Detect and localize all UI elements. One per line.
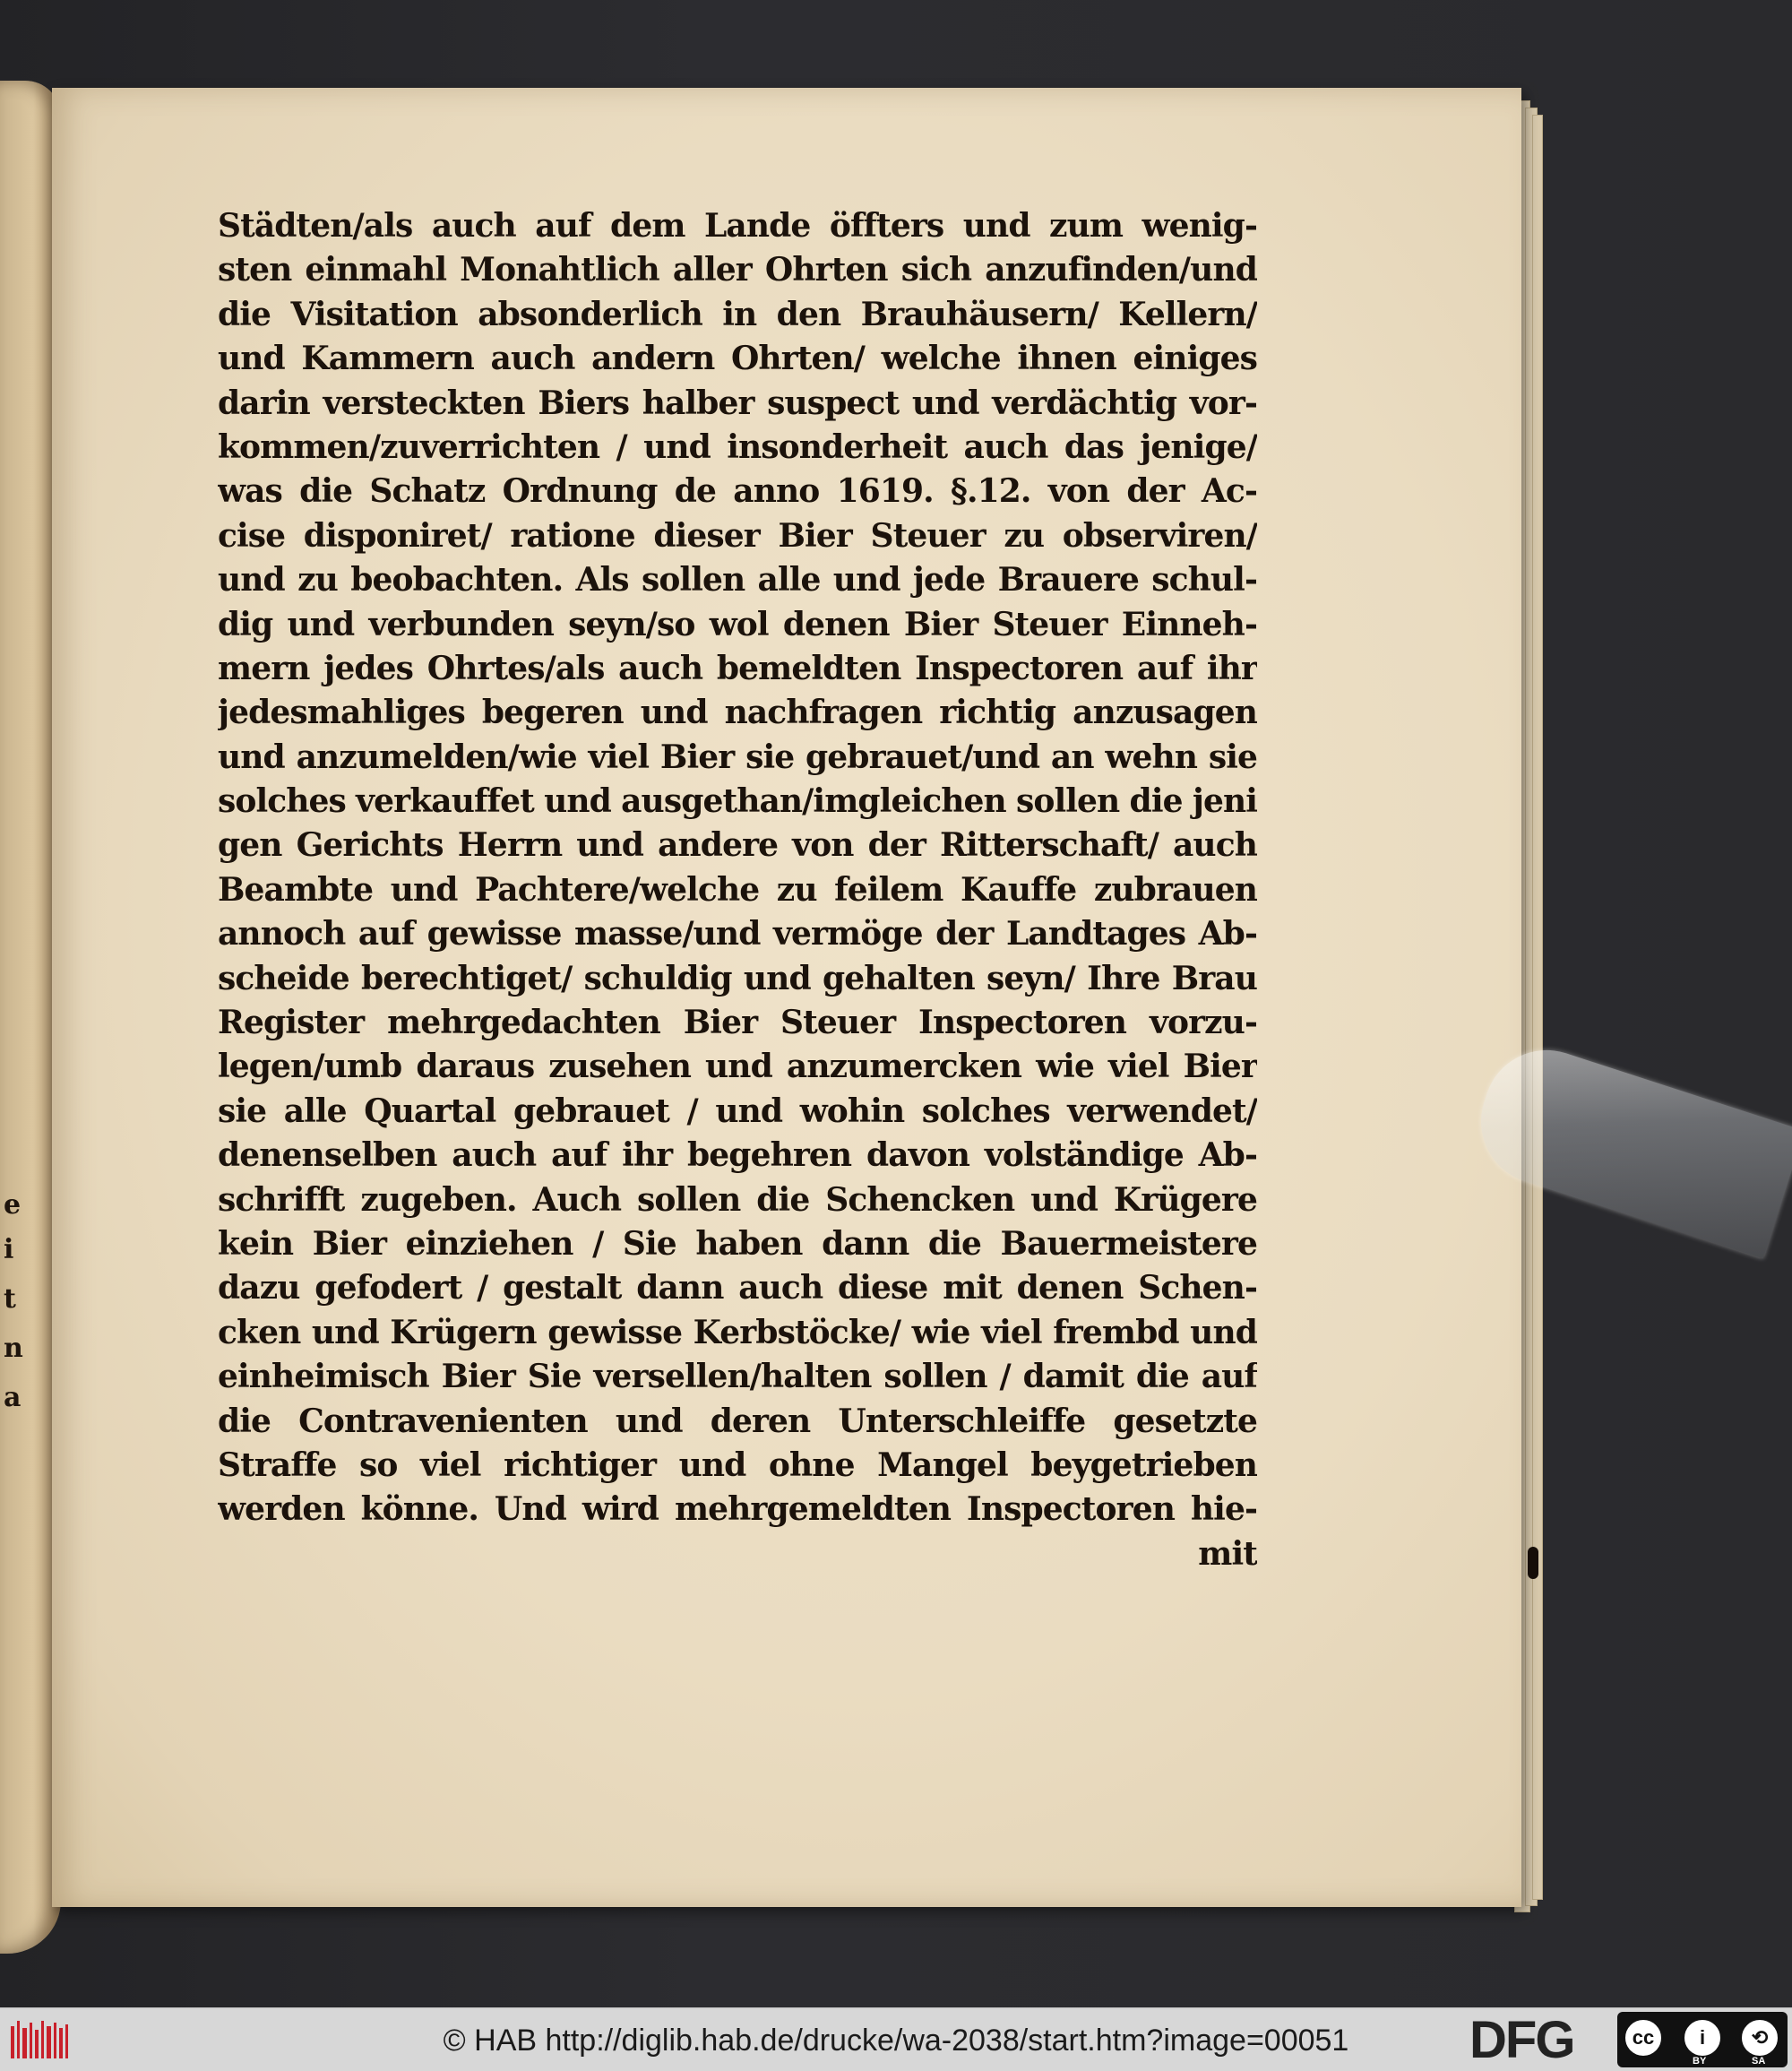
left-page-fragment: a [4, 1382, 22, 1413]
text-line: kommen/zuverrichten / und insonderheit auch das jenige/ [218, 427, 1257, 466]
text-line: legen/umb daraus zusehen und anzumercken wie viel Bier [218, 1048, 1257, 1086]
text-line: dig und verbunden seyn/so wol denen Bier Steuer Einneh- [218, 605, 1257, 643]
cc-icon: cc [1623, 2017, 1664, 2058]
left-page-fragment: e [4, 1189, 22, 1221]
text-line: sie alle Quartal gebrauet / und wohin solches verwendet/ [218, 1092, 1257, 1130]
text-line: werden könne. Und wird mehrgemeldten Inspectoren hie- [218, 1490, 1257, 1529]
sa-label: SA [1752, 2056, 1766, 2067]
text-line: scheide berechtiget/ schuldig und gehalten seyn/ Ihre Brau [218, 959, 1257, 997]
text-line: solches verkauffet und ausgethan/imgleichen sollen die jeni [218, 782, 1257, 821]
text-line: Städten/als auch auf dem Lande öffters und zum wenig- [218, 207, 1257, 245]
text-line: und anzumelden/wie viel Bier sie gebrauet/und an wehn sie [218, 738, 1257, 776]
text-line: was die Schatz Ordnung de anno 1619. §.12. von der Ac- [218, 472, 1257, 511]
left-page-fragment: n [4, 1333, 23, 1364]
share-alike-icon: ⟲ [1739, 2017, 1780, 2058]
catchword: mit [1198, 1534, 1257, 1573]
page-edge [1532, 115, 1543, 1900]
cc-license-badge[interactable] [1617, 2012, 1788, 2067]
left-page-fragment: i [4, 1234, 14, 1265]
text-line: annoch auf gewisse masse/und vermöge der Landtages Ab- [218, 915, 1257, 954]
text-line: mern jedes Ohrtes/als auch bemeldten Inspectoren auf ihr [218, 649, 1257, 687]
dfg-logo: DFG [1469, 2011, 1574, 2069]
text-line: die Contravenienten und deren Unterschleiffe gesetzte [218, 1402, 1257, 1440]
text-line: Beambte und Pachtere/welche zu feilem Kauffe zubrauen [218, 870, 1257, 909]
footer-bar [0, 2007, 1792, 2071]
text-line: Straffe so viel richtiger und ohne Mangel beygetrieben [218, 1445, 1257, 1484]
text-line: cise disponiret/ ratione dieser Bier Steuer zu observiren/ [218, 516, 1257, 555]
text-line: dazu gefodert / gestalt dann auch diese mit denen Schen- [218, 1269, 1257, 1307]
ink-mark [1528, 1547, 1538, 1579]
text-line: und zu beobachten. Als sollen alle und jede Brauere schul- [218, 561, 1257, 600]
text-line: schrifft zugeben. Auch sollen die Schencken und Krügere [218, 1180, 1257, 1219]
text-line: sten einmahl Monahtlich aller Ohrten sich anzufinden/und [218, 251, 1257, 289]
text-line: gen Gerichts Herrn und andere von der Ritterschaft/ auch [218, 826, 1257, 865]
text-line: Register mehrgedachten Bier Steuer Inspectoren vorzu- [218, 1004, 1257, 1042]
text-line: denenselben auch auf ihr begehren davon volständige Ab- [218, 1136, 1257, 1175]
text-line: einheimisch Bier Sie versellen/halten sollen / damit die auf [218, 1358, 1257, 1396]
text-line: kein Bier einziehen / Sie haben dann die Bauermeistere [218, 1224, 1257, 1263]
copyright-link[interactable]: © HAB http://diglib.hab.de/drucke/wa-2038/start.htm?image=00051 [443, 2024, 1349, 2058]
attribution-icon: i [1682, 2017, 1723, 2058]
document-page [52, 88, 1521, 1907]
by-label: BY [1693, 2056, 1707, 2067]
text-line: und Kammern auch andern Ohrten/ welche ihnen einiges [218, 340, 1257, 378]
text-block [218, 204, 1257, 1576]
text-line: cken und Krügern gewisse Kerbstöcke/ wie viel frembd und [218, 1313, 1257, 1351]
text-line: jedesmahliges begeren und nachfragen richtig anzusagen [218, 694, 1257, 732]
text-line: die Visitation absonderlich in den Brauhäusern/ Kellern/ [218, 295, 1257, 333]
left-page-fragment: t [4, 1283, 16, 1315]
text-line: darin versteckten Biers halber suspect und verdächtig vor- [218, 384, 1257, 422]
